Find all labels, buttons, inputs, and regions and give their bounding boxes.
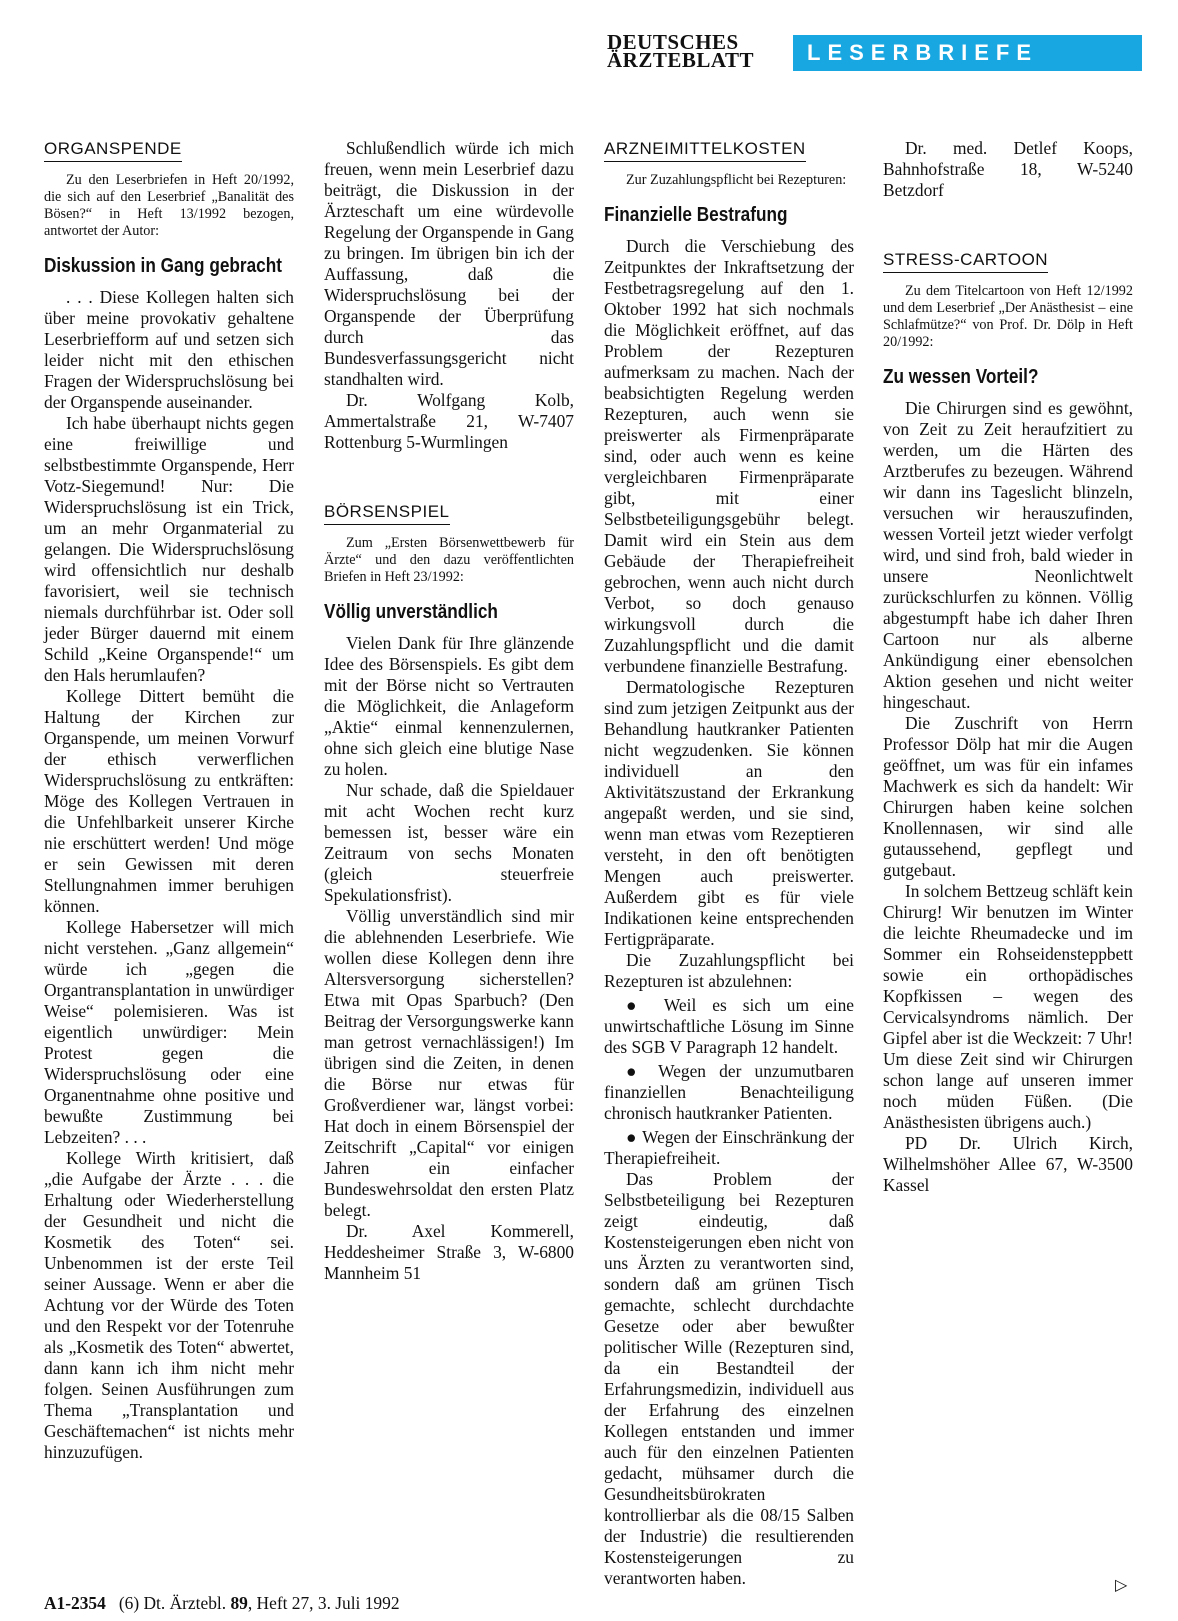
letter-intro: Zum „Ersten Börsenwettbewerb für Ärzte“ und den dazu veröffentlichten Briefen in Heft 23/1992: [324, 535, 574, 585]
paragraph: Dermatologische Rezepturen sind zum jetzigen Zeitpunkt aus der Behandlung hautkranker Patienten nicht wegzudenken. Sie können individuell an den Aktivitätszustand der Erkrankung angepaßt werden, und sie sind, wenn man etwas vom Rezeptieren versteht, in den oft benötigten Mengen auch preiswerter. Außerdem gibt es für viele Indikationen keine entsprechenden Fertigpräparate. [604, 677, 854, 949]
logo-line-2: ÄRZTEBLATT [607, 48, 754, 72]
letter-intro: Zur Zuzahlungspflicht bei Rezepturen: [626, 172, 847, 188]
masthead [607, 30, 1142, 73]
paragraph: . . . Diese Kollegen halten sich über meine provokativ gehaltene Leserbriefform auf und setzen sich leider nicht mit den ethischen Fragen der Widerspruchslösung bei der Organspende auseinander. [44, 287, 294, 412]
paragraph: Völlig unverständlich sind mir die ablehnenden Leserbriefe. Wie wollen diese Kollegen denn ihre Altersversorgung sicherstellen? Etwa mit Opas Sparbuch? (Den Beitrag der Versorgungswerke kann man getrost vernachlässigen!) Im übrigen sind die Zeiten, in denen die Börse nur etwas für Großverdiener war, längst vorbei: Hat doch in einem Börsenspiel der Zeitschrift „Capital“ vor einigen Jahren ein einfacher Bundeswehrsoldat den ersten Platz belegt. [324, 906, 574, 1220]
paragraph: Das Problem der Selbstbeteiligung bei Rezepturen zeigt eindeutig, daß Kostensteigerungen eben nicht von uns Ärzten zu verantworten sind, sondern daß am grünen Tisch gemachte, schlecht durchdachte Gesetze oder aber bewußter politischer Wille (Rezepturen sind, da ein Bestandteil der Erfahrungsmedizin, individuell aus der Erfahrung des einzelnen Kollegen entstanden und immer auch für den einzelnen Patienten gedacht, mühsamer durch die Gesundheitsbürokraten kontrollierbar als die 08/15 Salben der Industrie) die resultierenden Kostensteigerungen zu verantworten haben. [604, 1169, 854, 1588]
page-footer [44, 1593, 400, 1614]
bullet-item: ● Wegen der Einschränkung der Therapiefreiheit. [604, 1127, 854, 1168]
paragraph: Vielen Dank für Ihre glänzende Idee des Börsenspiels. Es gibt dem mit der Börse nicht so Vertrauten die Möglichkeit, die Anlageform „Aktie“ einmal kennenzulernen, ohne sich gleich eine blutige Nase zu holen. [324, 633, 574, 779]
paragraph: Kollege Habersetzer will mich nicht verstehen. „Ganz allgemein“ würde ich „gegen die Organtransplantation in unwürdiger Weise“ polemisieren. Was ist eigentlich unwürdiger: Mein Protest gegen die Widerspruchslösung oder eine Organentnahme ohne positive und bewußte Zustimmung bei Lebzeiten? . . . [44, 917, 294, 1147]
page-number: A1-2354 [44, 1593, 106, 1613]
letter-signature: PD Dr. Ulrich Kirch, Wilhelmshöher Allee 67, W-3500 Kassel [883, 1133, 1133, 1195]
letter-signature: Dr. Axel Kommerell, Heddesheimer Straße 3, W-6800 Mannheim 51 [324, 1221, 574, 1283]
continue-arrow-icon: ▷ [1115, 1577, 1128, 1594]
letter-headline: Finanzielle Bestrafung [604, 204, 788, 226]
topic-boersenspiel: BÖRSENSPIEL [324, 501, 450, 525]
column-4-main [883, 138, 1133, 1196]
letter-headline: Diskussion in Gang gebracht [44, 255, 282, 277]
paragraph: In solchem Bettzeug schläft kein Chirurg! Wir benutzen im Winter die leichte Rheumadecke und im Sommer ein Rohseidensteppbett sowie ein orthopädisches Kopfkissen – wegen des Cervicalsyndroms nämlich. Der Gipfel aber ist die Weckzeit: 7 Uhr! Um diese Zeit sind wir Chirurgen schon lange auf unseren immer noch müden Füßen. (Die Anästhesisten übrigens auch.) [883, 881, 1133, 1132]
bullet-item: ● Wegen der unzumutbaren finanziellen Benachteiligung chronisch hautkranker Patienten. [604, 1061, 854, 1123]
paragraph: Ich habe überhaupt nichts gegen eine freiwillige und selbstbestimmte Organspende, Herr Votz-Siegemund! Nur: Die Widerspruchslösung ist ein Trick, um an mehr Organmaterial zu gelangen. Die Widerspruchslösung wird offensichtlich nur deshalb favorisiert, weil sie technisch niemals durchführbar ist. Oder soll jeder Bürger dauernd mit einem Schild „Keine Organspende!“ um den Hals herumlaufen? [44, 413, 294, 685]
paragraph: Die Zuschrift von Herrn Professor Dölp hat mir die Augen geöffnet, um was für ein infames Machwerk es sich da handelt: Wir Chirurgen haben keine solchen Knollennasen, wir sind alle gutaussehend, gepflegt und gutgebaut. [883, 713, 1133, 880]
topic-stress-cartoon: STRESS-CARTOON [883, 249, 1048, 273]
citation-start: (6) Dt. Ärztebl. [118, 1593, 227, 1613]
bullet-item: ● Weil es sich um eine unwirtschaftliche Lösung im Sinne des SGB V Paragraph 12 handelt. [604, 995, 855, 1057]
volume-number: 89 [230, 1593, 248, 1613]
letter-headline: Völlig unverständlich [324, 601, 498, 623]
column-2 [324, 138, 574, 1284]
paragraph: Die Chirurgen sind es gewöhnt, von Zeit zu Zeit heraufzitiert zu werden, um die Härten des Arztberufes zu bezeugen. Während wir dann ins Tageslicht blinzeln, versuchen wir herauszufinden, wessen Vorteil jetzt wieder verfolgt wird, und sind froh, bald wieder in unsere Neonlichtwelt zurückschlurfen zu können. Völlig abgestumpft habe ich daher Ihren Cartoon nur als alberne Ankündigung einer ebensolchen Aktion gesehen und nicht weiter hingeschaut. [883, 398, 1133, 712]
bullet-text: Weil es sich um eine unwirtschaftliche Lösung im Sinne des SGB V Paragraph 12 handelt. [604, 995, 855, 1057]
letter-intro: Zu dem Titelcartoon von Heft 12/1992 und dem Leserbrief „Der Anästhesist – eine Schlafmütze?“ von Prof. Dr. Dölp in Heft 20/1992: [883, 283, 1133, 350]
paragraph: Durch die Verschiebung des Zeitpunktes der Inkraftsetzung der Festbetragsregelung auf den 1. Oktober 1992 hat sich nochmals die Möglichkeit eröffnet, auf das Problem der Rezepturen aufmerksam zu machen. Nach der beabsichtigten Regelung werden Rezepturen, auch wenn sie preiswerter als Firmenpräparate sind, oder auch wenn es keine vergleichbaren Firmenpräparate gibt, mit einer Selbstbeteiligungsgebühr belegt. Damit wird ein Stein aus dem Gebäude der Therapiefreiheit gebrochen, wenn auch nicht durch Verbot, so doch genauso wirkungsvoll durch die Zuzahlungspflicht und die damit verbundene finanzielle Bestrafung. [604, 236, 854, 676]
journal-logo [607, 30, 777, 72]
paragraph: Nur schade, daß die Spieldauer mit acht Wochen recht kurz bemessen ist, besser wäre ein Zeitraum von sechs Monaten (gleich steuerfreie Spekulationsfrist). [324, 780, 574, 905]
column-1 [44, 138, 294, 1463]
letter-signature: Dr. Wolfgang Kolb, Ammertalstraße 21, W-7407 Rottenburg 5-Wurmlingen [324, 390, 574, 452]
letter-headline: Zu wessen Vorteil? [883, 366, 1039, 388]
topic-organspende: ORGANSPENDE [44, 138, 182, 162]
column-3 [604, 138, 854, 1589]
bullet-text: Wegen der unzumutbaren finanziellen Benachteiligung chronisch hautkranker Patienten. [604, 1061, 854, 1123]
paragraph: Die Zuzahlungspflicht bei Rezepturen ist abzulehnen: [604, 950, 854, 991]
topic-arzneimittelkosten: ARZNEIMITTELKOSTEN [604, 138, 806, 162]
paragraph: Schlußendlich würde ich mich freuen, wenn mein Leserbrief dazu beiträgt, die Diskussion in der Ärzteschaft um eine würdevolle Regelung der Organspende in Gang zu bringen. Im übrigen bin ich der Auffassung, daß die Widerspruchslösung bei der Organspende der Überprüfung durch das Bundesverfassungsgericht nicht standhalten wird. [324, 138, 574, 389]
bullet-text: Wegen der Einschränkung der Therapiefreiheit. [604, 1127, 854, 1168]
letter-intro: Zu den Leserbriefen in Heft 20/1992, die sich auf den Leserbrief „Banalität des Bösen?“ in Heft 13/1992 bezogen, antwortet der Autor: [44, 172, 294, 239]
section-title-bar: LESERBRIEFE [793, 35, 1142, 71]
paragraph: Kollege Wirth kritisiert, daß „die Aufgabe der Ärzte . . . die Erhaltung oder Wiederherstellung der Gesundheit und nicht die Kosmetik des Toten“ sei. Unbenommen ist der erste Teil seiner Aussage. Wenn er aber die Achtung vor der Würde des Toten und den Respekt vor der Totenruhe als „Kosmetik des Toten“ abwertet, dann kann ich ihm nicht mehr folgen. Seinen Ausführungen zum Thema „Transplantation und Geschäftemachen“ ist nichts mehr hinzuzufügen. [44, 1148, 294, 1462]
letter-signature: Dr. med. Detlef Koops, Bahnhofstraße 18, W-5240 Betzdorf [883, 138, 1133, 200]
logo-line-1: DEUTSCHES [607, 30, 739, 54]
citation-end: , Heft 27, 3. Juli 1992 [247, 1593, 400, 1613]
paragraph: Kollege Dittert bemüht die Haltung der Kirchen zur Organspende, um meinen Vorwurf der ethisch verwerflichen Widerspruchslösung zu entkräften: Möge des Kollegen Vertrauen in die Unfehlbarkeit unserer Kirche nie erschüttert werden! Und möge er sein Gewissen mit deren Stellungnahmen immer beruhigen können. [44, 686, 294, 916]
